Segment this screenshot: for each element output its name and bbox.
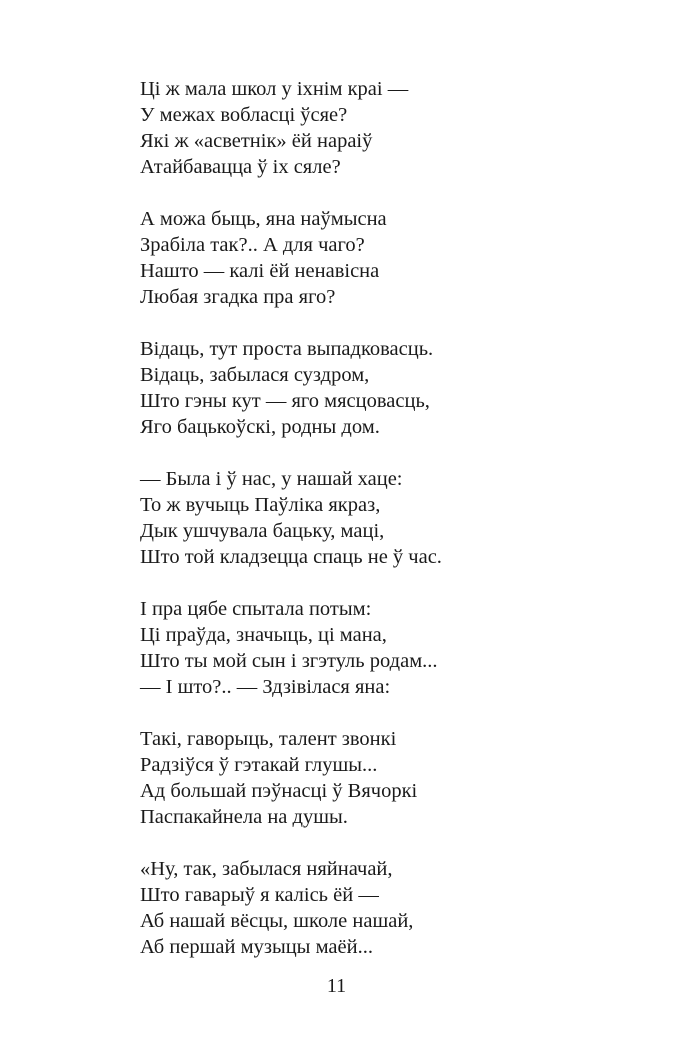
poem-line: Відаць, забылася суздром,	[140, 364, 370, 386]
poem-line: Любая згадка пра яго?	[140, 286, 336, 308]
poem-line: Атайбавацца ў іх сяле?	[140, 156, 341, 178]
poem-line: Які ж «асветнік» ёй нараіў	[140, 130, 373, 152]
poem-line: «Ну, так, забылася няйначай,	[140, 858, 393, 880]
stanza-7	[140, 856, 610, 960]
poem-line: Радзіўся ў гэтакай глушы...	[140, 754, 378, 776]
poem-line: Ад большай пэўнасці ў Вячоркі	[140, 780, 418, 802]
poem-line: — Была і ў нас, у нашай хаце:	[140, 468, 403, 490]
poem-line: Зрабіла так?.. А для чаго?	[140, 234, 365, 256]
poem-line: Дык ушчувала бацьку, маці,	[140, 520, 385, 542]
stanza-5	[140, 596, 610, 700]
poem-line: І пра цябе спытала потым:	[140, 598, 372, 620]
poem-line: Аб нашай вёсцы, школе нашай,	[140, 910, 414, 932]
poem-line: Ці ж мала школ у іхнім краі —	[140, 78, 409, 100]
page-number: 11	[326, 975, 347, 997]
stanza-4	[140, 466, 610, 570]
poem-line: Відаць, тут проста выпадковасць.	[140, 338, 434, 360]
stanza-1	[140, 76, 610, 180]
stanza-3	[140, 336, 610, 440]
poem-line: — І што?.. — Здзівілася яна:	[140, 676, 391, 698]
poem-line: Што ты мой сын і згэтуль родам...	[140, 650, 438, 672]
poem-line: Што гаварыў я калісь ёй —	[140, 884, 379, 906]
poem-line: Паспакайнела на душы.	[140, 806, 348, 828]
poem-line: Ці праўда, значыць, ці мана,	[140, 624, 387, 646]
poem-line: Яго бацькоўскі, родны дом.	[140, 416, 380, 438]
poem-line: У межах вобласці ўсяе?	[140, 104, 348, 126]
poem-line: То ж вучыць Паўліка якраз,	[140, 494, 381, 516]
poem-line: Што гэны кут — яго мясцовасць,	[140, 390, 430, 412]
poem	[140, 76, 610, 986]
poem-line: Нашто — калі ёй ненавісна	[140, 260, 380, 282]
poem-line: А можа быць, яна наўмысна	[140, 208, 387, 230]
poem-line: Аб першай музыцы маёй...	[140, 936, 373, 958]
poem-line: Такі, гаворыць, талент звонкі	[140, 728, 397, 750]
stanza-6	[140, 726, 610, 830]
stanza-2	[140, 206, 610, 310]
poem-line: Што той кладзецца спаць не ў час.	[140, 546, 442, 568]
